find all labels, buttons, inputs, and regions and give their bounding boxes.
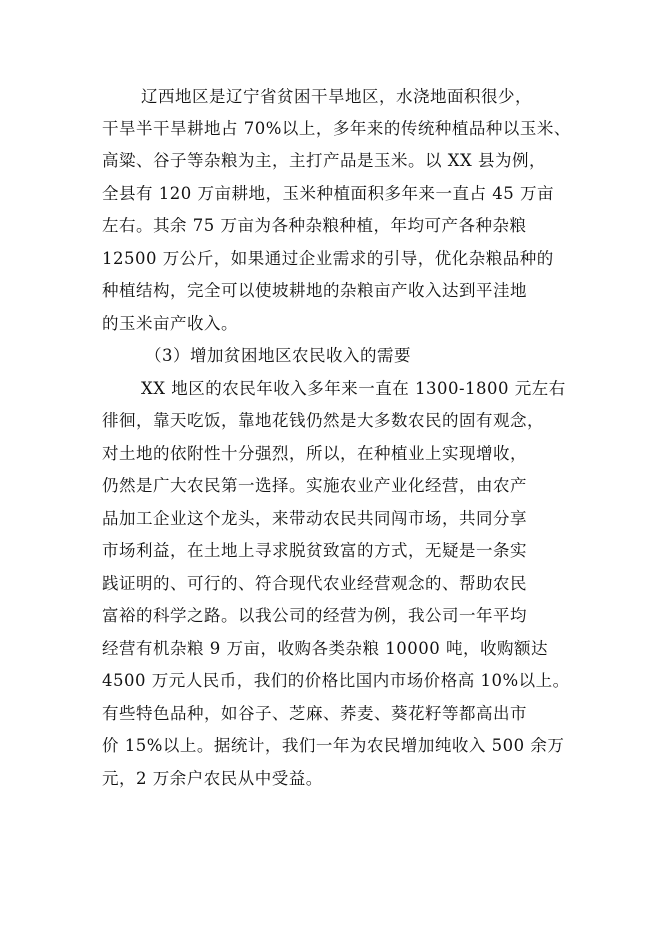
paragraph-line: 品加工企业这个龙头，来带动农民共同闯市场，共同分享 [102, 509, 527, 528]
paragraph-line: 元，2 万余户农民从中受益。 [102, 769, 323, 788]
paragraph-line: 高粱、谷子等杂粮为主，主打产品是玉米。以 XX 县为例， [102, 151, 546, 170]
paragraph-line: 对土地的依附性十分强烈，所以，在种植业上实现增收， [102, 444, 527, 463]
paragraph-line: 仍然是广大农民第一选择。实施农业产业化经营，由农产 [102, 476, 527, 495]
paragraph-line: 干旱半干旱耕地占 70%以上，多年来的传统种植品种以玉米、 [102, 119, 571, 138]
paragraph-line: 富裕的科学之路。以我公司的经营为例，我公司一年平均 [102, 606, 527, 625]
paragraph-line: 全县有 120 万亩耕地，玉米种植面积多年来一直占 45 万亩 [102, 184, 554, 203]
paragraph-line: 经营有机杂粮 9 万亩，收购各类杂粮 10000 吨，收购额达 [102, 639, 548, 658]
paragraph-line: 12500 万公斤，如果通过企业需求的引导，优化杂粮品种的 [102, 249, 554, 268]
paragraph-line: 有些特色品种，如谷子、芝麻、荞麦、葵花籽等都高出市 [102, 704, 527, 723]
paragraph-line: 的玉米亩产收入。 [102, 314, 238, 333]
paragraph-line: 践证明的、可行的、符合现代农业经营观念的、帮助农民 [102, 574, 527, 593]
section-heading: （3）增加贫困地区农民收入的需要 [145, 346, 411, 365]
paragraph-line: 4500 万元人民币，我们的价格比国内市场价格高 10%以上。 [102, 671, 570, 690]
paragraph-line: 左右。其余 75 万亩为各种杂粮种植，年均可产各种杂粮 [102, 216, 527, 235]
paragraph-line: XX 地区的农民年收入多年来一直在 1300-1800 元左右 [141, 379, 566, 398]
paragraph-line: 辽西地区是辽宁省贫困干旱地区，水浇地面积很少， [141, 87, 532, 106]
paragraph-line: 徘徊，靠天吃饭，靠地花钱仍然是大多数农民的固有观念， [102, 411, 544, 430]
paragraph-line: 种植结构，完全可以使坡耕地的杂粮亩产收入达到平洼地 [102, 281, 527, 300]
paragraph-line: 价 15%以上。据统计，我们一年为农民增加纯收入 500 余万 [102, 736, 565, 755]
paragraph-line: 市场利益，在土地上寻求脱贫致富的方式，无疑是一条实 [102, 541, 527, 560]
